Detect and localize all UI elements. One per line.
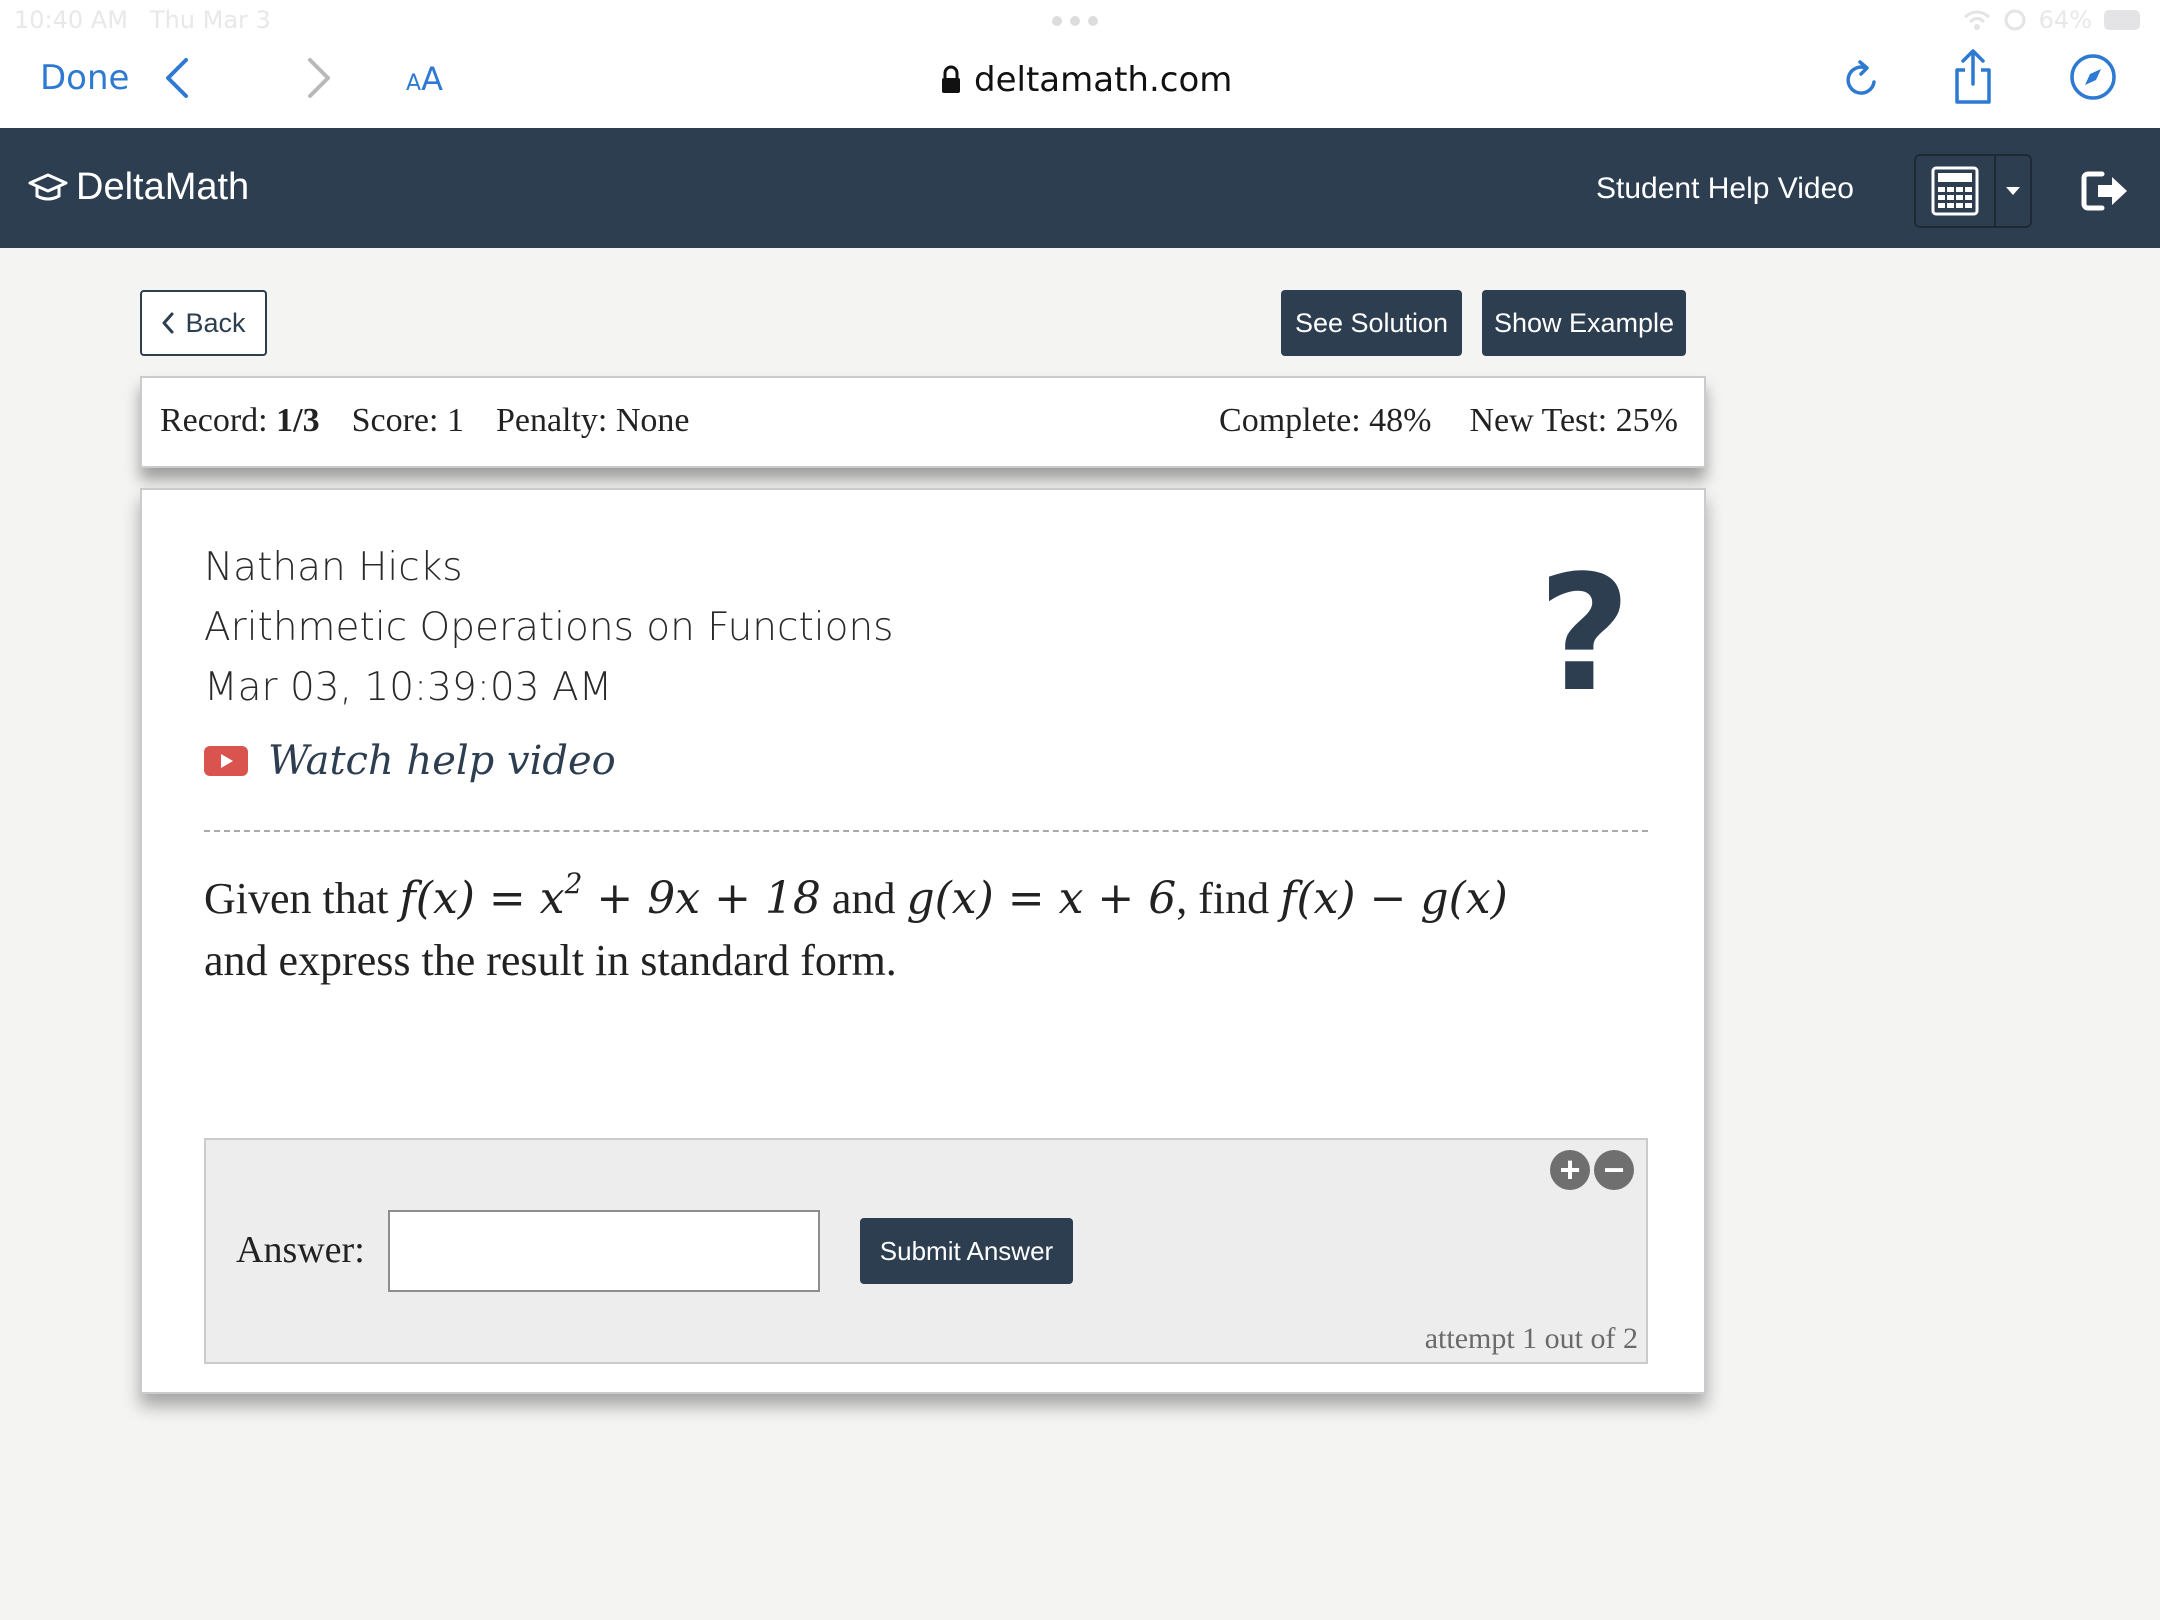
reload-icon: [1840, 54, 1884, 104]
student-name: Nathan Hicks: [204, 545, 463, 590]
browser-forward-button[interactable]: [298, 54, 338, 102]
student-help-video-link[interactable]: Student Help Video: [1596, 172, 1854, 205]
watch-help-video-label: Watch help video: [268, 738, 616, 784]
done-button[interactable]: Done: [40, 58, 130, 98]
address-bar[interactable]: [940, 56, 1232, 104]
new-test-stat: New Test: 25%: [1469, 402, 1678, 439]
wifi-icon: [1963, 9, 1991, 31]
battery-percent: 64%: [2038, 6, 2092, 34]
zoom-out-icon[interactable]: −: [1594, 1150, 1634, 1190]
penalty-stat: Penalty: None: [495, 402, 690, 439]
chevron-right-icon: [298, 54, 338, 102]
student-info: [204, 538, 894, 718]
youtube-play-icon: [204, 746, 248, 776]
url-text: deltamath.com: [974, 60, 1233, 100]
logout-icon: [2080, 168, 2130, 214]
status-date: Thu Mar 3: [149, 6, 271, 34]
deltamath-header: [0, 128, 2160, 248]
problem-statement: [204, 868, 1664, 992]
status-time: 10:40 AM: [14, 6, 128, 34]
record-value: 1/3: [276, 402, 320, 439]
browser-back-button[interactable]: [158, 54, 198, 102]
dashed-divider: [204, 830, 1648, 832]
graduation-cap-icon: [28, 172, 68, 204]
text-size-button[interactable]: [406, 60, 443, 98]
back-button[interactable]: [140, 290, 267, 356]
logout-button[interactable]: [2080, 168, 2130, 214]
reload-button[interactable]: [1840, 54, 1884, 104]
f-lhs: f(x) = x: [399, 873, 565, 924]
text-size-small: A: [406, 71, 422, 96]
complete-stat: Complete: 48%: [1219, 402, 1432, 439]
logo-text: DeltaMath: [76, 166, 250, 208]
score-right: [1219, 402, 1678, 440]
problem-timestamp: Mar 03, 10:39:03 AM: [204, 665, 613, 710]
deltamath-logo[interactable]: [28, 166, 249, 209]
find-word: , find: [1176, 874, 1270, 923]
f-exponent: 2: [564, 867, 583, 900]
watch-help-video-link[interactable]: [204, 738, 616, 784]
show-example-button[interactable]: Show Example: [1482, 290, 1686, 356]
status-bar: [0, 0, 2160, 40]
question-end: and express the result in standard form.: [204, 936, 897, 985]
and-word: and: [831, 874, 896, 923]
text-size-big: A: [421, 60, 443, 98]
battery-icon: [2104, 10, 2140, 30]
lock-icon: [940, 65, 962, 95]
record-label: Record:: [160, 402, 268, 439]
assignment-topic: Arithmetic Operations on Functions: [204, 605, 894, 650]
share-icon: [1950, 48, 1996, 106]
f-rhs: + 9x + 18: [582, 873, 821, 924]
calculator-dropdown: [1914, 154, 2032, 228]
caret-down-icon: [2005, 186, 2021, 196]
status-right: [1963, 6, 2140, 34]
g-expression: g(x) = x + 6: [906, 873, 1177, 924]
multitasking-dots-icon[interactable]: [1052, 16, 1098, 26]
status-left: [14, 6, 271, 34]
f-expression: [399, 867, 821, 924]
record-stat: [160, 402, 320, 440]
compass-icon: [2068, 52, 2118, 102]
calculator-caret-button[interactable]: [1996, 156, 2030, 226]
calculator-icon: [1931, 166, 1979, 216]
answer-input[interactable]: [388, 1210, 820, 1292]
answer-area: [204, 1138, 1648, 1364]
calculator-button[interactable]: [1916, 156, 1996, 226]
score-stat: Score: 1: [351, 402, 464, 439]
score-left: [160, 402, 690, 440]
question-intro: Given that: [204, 874, 389, 923]
zoom-in-icon[interactable]: +: [1550, 1150, 1590, 1190]
share-button[interactable]: [1950, 48, 1996, 106]
zoom-controls: [1550, 1150, 1634, 1190]
score-bar: [140, 376, 1706, 468]
question-mark-icon[interactable]: ?: [1538, 540, 1631, 727]
browser-toolbar: [0, 40, 2160, 128]
orientation-lock-icon: [2003, 8, 2027, 32]
compass-button[interactable]: [2068, 52, 2118, 102]
back-button-label: Back: [185, 307, 246, 338]
chevron-left-icon: [158, 54, 198, 102]
answer-label: Answer:: [236, 1229, 365, 1271]
attempt-counter: attempt 1 out of 2: [1424, 1322, 1638, 1355]
problem-card: [140, 488, 1706, 1394]
see-solution-button[interactable]: See Solution: [1281, 290, 1462, 356]
chevron-left-icon: [161, 312, 175, 334]
submit-answer-button[interactable]: Submit Answer: [860, 1218, 1073, 1284]
target-expression: f(x) − g(x): [1280, 873, 1508, 924]
